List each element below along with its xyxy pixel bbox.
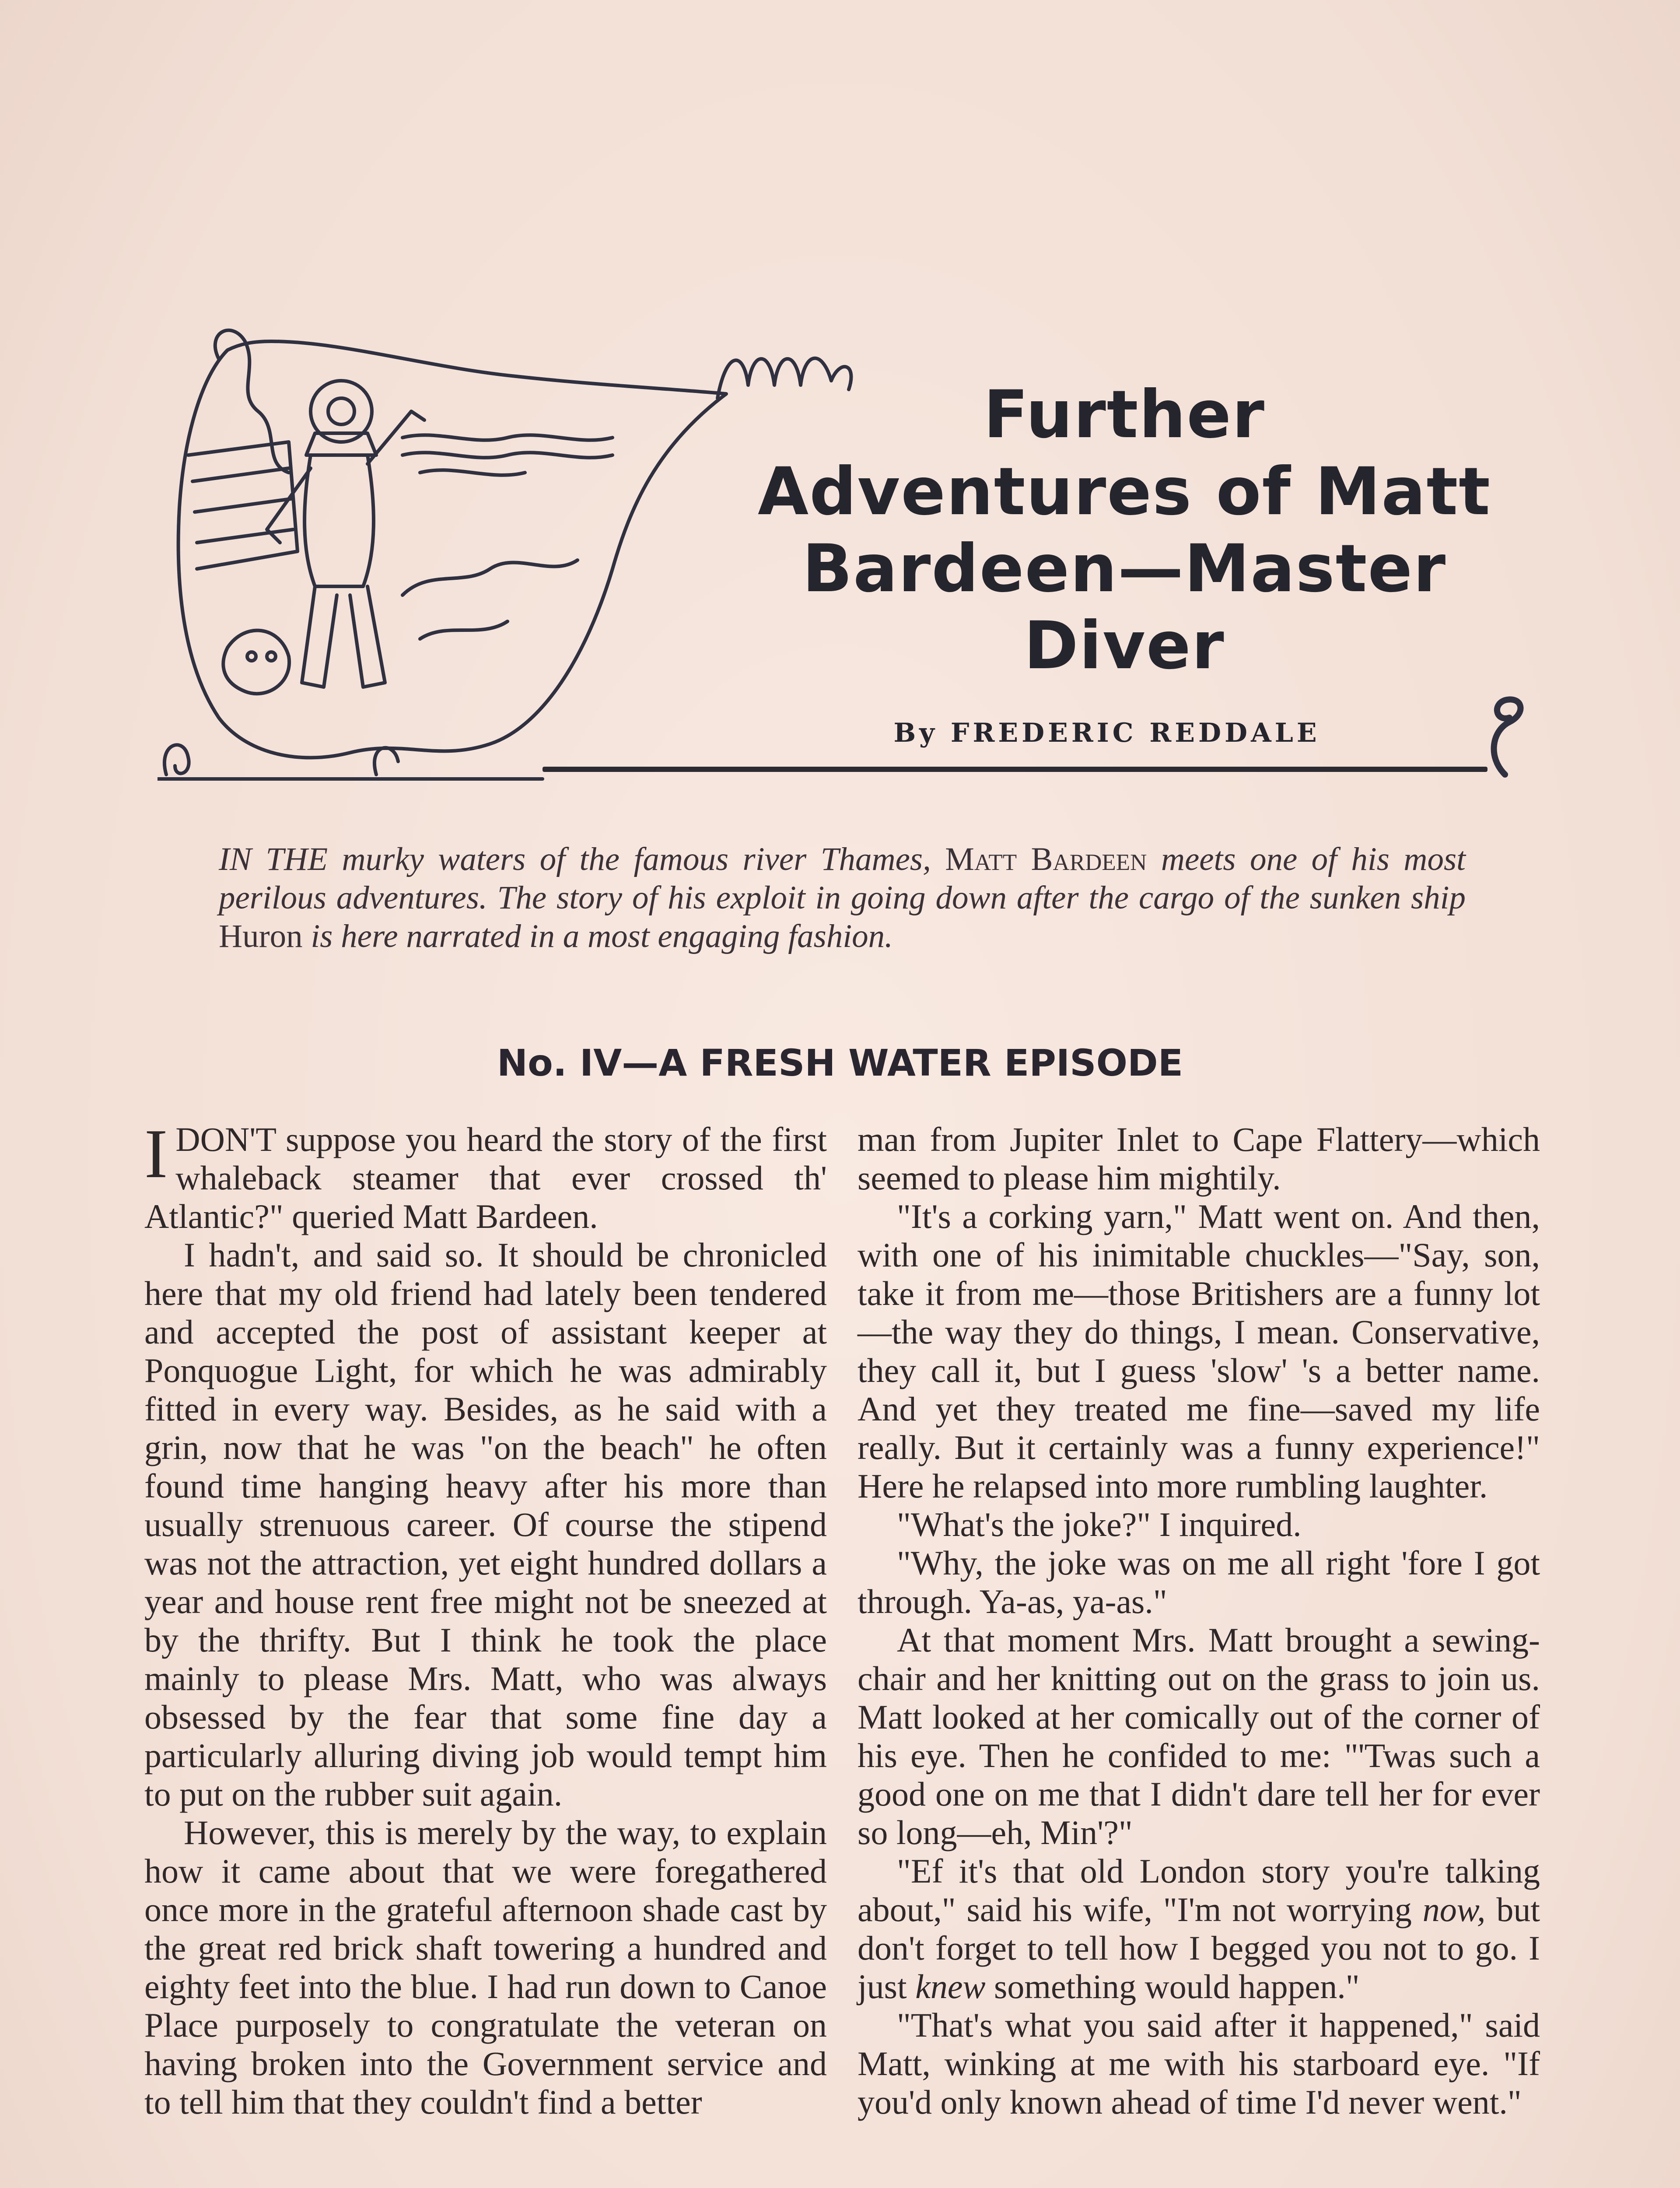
article-intro bbox=[219, 840, 1466, 956]
intro-name: Matt Bardeen bbox=[945, 841, 1147, 877]
emphasis-now: now, bbox=[1422, 1890, 1486, 1929]
emphasis-knew: knew bbox=[915, 1967, 986, 2006]
paragraph: I hadn't, and said so. It should be chronicled here that my old friend had lately been tendered and accepted the post of assistant keeper at Ponquogue Light, for which he was admirably fitted in every way. Besides, as he said with a grin, now that he was "on the beach" he often found time hanging heavy after his more than usually strenuous career. Of course the stipend was not the attraction, yet eight hundred dollars a year and house rent free might not be sneezed at by the thrifty. But I think he took the place mainly to please Mrs. Matt, who was always obsessed by the fear that some fine day a particularly alluring diving job would tempt him to put on the rubber suit again. bbox=[144, 1236, 827, 1813]
paragraph: man from Jupiter Inlet to Cape Flattery—which seemed to please him mightily. bbox=[858, 1120, 1540, 1197]
seaweed-ornament-icon bbox=[1474, 691, 1536, 779]
paragraph-text: but don't forget to tell how I begged you not to go. I just bbox=[858, 1890, 1540, 2006]
byline: By FREDERIC REDDALE bbox=[893, 718, 1320, 748]
paragraph: "Why, the joke was on me all right 'fore I got through. Ya-as, ya-as." bbox=[858, 1544, 1540, 1620]
intro-text-3: is here narrated in a most engaging fashion. bbox=[302, 918, 893, 954]
title-line-1: Further bbox=[984, 377, 1265, 453]
paragraph: However, this is merely by the way, to explain how it came about that we were foregathered once more in the grateful afternoon shade cast by the great red brick shaft towering a hundred and eighty feet into the blue. I had run down to Canoe Place purposely to congratulate the veteran on having broken into the Government service and to tell him that they couldn't find a better bbox=[144, 1813, 827, 2121]
title-line-4: Diver bbox=[1024, 608, 1225, 684]
paragraph-text: DON'T suppose you heard the story of the first whaleback steamer that ever crossed th' Atlantic?" queried Matt Bardeen. bbox=[144, 1120, 827, 1235]
intro-text-2: meets one of his most perilous adventures. The story of his exploit in going down after the cargo of the sunken ship bbox=[219, 841, 1466, 916]
paragraph: "That's what you said after it happened," said Matt, winking at me with his starboard eye. "If you'd only known ahead of time I'd never went." bbox=[858, 2006, 1540, 2121]
title-rule bbox=[542, 767, 1488, 772]
intro-ship: Huron bbox=[219, 918, 303, 954]
paragraph-text: "Ef it's that old London story you're talking about," said his wife, "I'm not worrying bbox=[858, 1852, 1540, 1929]
paragraph: At that moment Mrs. Matt brought a sewing-chair and her knitting out on the grass to join us. Matt looked at her comically out of the corner of his eye. Then he confided to me: "'Twas such a good one on me that I didn't dare tell her for ever so long—eh, Min'?" bbox=[858, 1621, 1540, 1851]
paragraph-text: something would happen." bbox=[985, 1967, 1360, 2006]
paragraph bbox=[858, 1852, 1540, 2006]
paragraph: "What's the joke?" I inquired. bbox=[897, 1505, 1302, 1543]
title-line-3: Bardeen—Master bbox=[802, 531, 1447, 607]
left-column bbox=[144, 1115, 827, 2121]
title-line-2: Adventures of Matt bbox=[758, 454, 1491, 530]
drop-cap: I bbox=[144, 1115, 168, 1192]
paragraph bbox=[144, 1115, 827, 1236]
episode-heading: No. IV—A FRESH WATER EPISODE bbox=[497, 1041, 1183, 1084]
paragraph: "It's a corking yarn," Matt went on. And then, with one of his inimitable chuckles—"Say, son, take it from me—those Britishers are a funny lot—the way they do things, I mean. Conservative, they call it, but I guess 'slow' 's a better name. And yet they treated me fine—saved my life really. But it certainly was a funny experience!" Here he relapsed into more rumbling laughter. bbox=[858, 1197, 1540, 1505]
right-column bbox=[858, 1120, 1540, 2121]
article-title bbox=[700, 376, 1549, 684]
intro-text-1: IN THE murky waters of the famous river Thames, bbox=[219, 841, 945, 877]
